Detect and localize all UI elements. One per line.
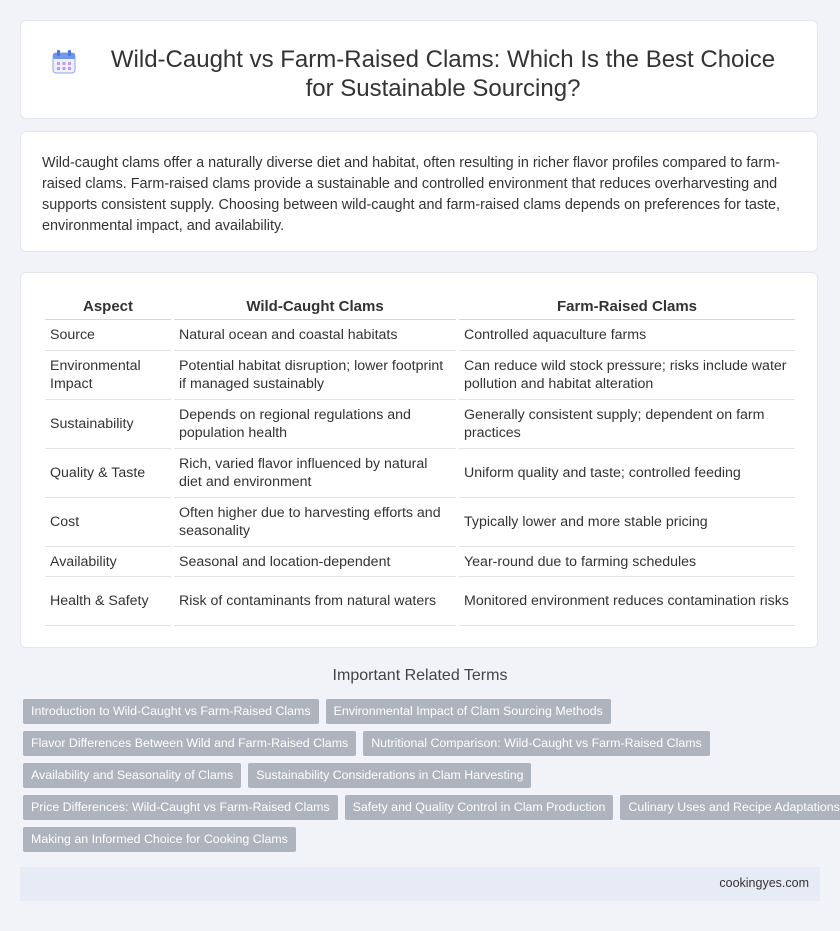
row-aspect: Cost	[45, 498, 171, 547]
intro-paragraph: Wild-caught clams offer a naturally diverse diet and habitat, often resulting in richer flavor profiles compared to farm-raised clams. Farm-raised clams provide a sustainable and controlled environment that reduces overharvesting and supports consistent supply. Choosing between wild-caught and farm-raised clams depends on preferences for taste, environmental impact, and availability.	[42, 155, 781, 234]
row-farm-value: Controlled aquaculture farms	[459, 320, 795, 351]
row-aspect: Environmental Impact	[45, 351, 171, 400]
header-farm-raised: Farm-Raised Clams	[459, 295, 795, 320]
row-aspect: Health & Safety	[45, 577, 171, 626]
comparison-table	[42, 295, 798, 626]
header-wild-caught: Wild-Caught Clams	[174, 295, 456, 320]
row-wild-value: Depends on regional regulations and population health	[174, 400, 456, 449]
row-wild-value: Rich, varied flavor influenced by natural diet and environment	[174, 449, 456, 498]
footer-site-link[interactable]: cookingyes.com	[719, 876, 809, 890]
related-term-tag[interactable]: Introduction to Wild-Caught vs Farm-Raised Clams	[23, 699, 319, 724]
intro-card	[20, 131, 818, 252]
row-farm-value: Year-round due to farming schedules	[459, 547, 795, 577]
related-term-tag[interactable]: Flavor Differences Between Wild and Farm-Raised Clams	[23, 731, 356, 756]
related-term-tag[interactable]: Price Differences: Wild-Caught vs Farm-Raised Clams	[23, 795, 338, 820]
footer	[20, 867, 820, 901]
related-term-tag[interactable]: Nutritional Comparison: Wild-Caught vs Farm-Raised Clams	[363, 731, 710, 756]
related-terms-list	[23, 699, 840, 859]
row-wild-value: Natural ocean and coastal habitats	[174, 320, 456, 351]
row-wild-value: Risk of contaminants from natural waters	[174, 577, 456, 626]
table-row	[45, 498, 795, 547]
related-terms-heading: Important Related Terms	[332, 667, 508, 684]
row-aspect: Source	[45, 320, 171, 351]
calendar-icon	[51, 49, 77, 75]
table-row	[45, 320, 795, 351]
table-header-row	[45, 295, 795, 320]
row-farm-value: Monitored environment reduces contamination risks	[459, 577, 795, 626]
row-farm-value: Typically lower and more stable pricing	[459, 498, 795, 547]
header-aspect: Aspect	[45, 295, 171, 320]
row-aspect: Availability	[45, 547, 171, 577]
comparison-card	[20, 272, 818, 648]
table-row	[45, 400, 795, 449]
page-title: Wild-Caught vs Farm-Raised Clams: Which Is the Best Choice for Sustainable Sourcing?	[110, 46, 776, 102]
table-row	[45, 449, 795, 498]
row-wild-value: Seasonal and location-dependent	[174, 547, 456, 577]
title-card	[20, 20, 818, 119]
table-row	[45, 547, 795, 577]
related-term-tag[interactable]: Making an Informed Choice for Cooking Clams	[23, 827, 296, 852]
row-wild-value: Potential habitat disruption; lower footprint if managed sustainably	[174, 351, 456, 400]
related-term-tag[interactable]: Sustainability Considerations in Clam Harvesting	[248, 763, 531, 788]
related-term-tag[interactable]: Availability and Seasonality of Clams	[23, 763, 241, 788]
row-wild-value: Often higher due to harvesting efforts and seasonality	[174, 498, 456, 547]
related-term-tag[interactable]: Culinary Uses and Recipe Adaptations	[620, 795, 840, 820]
row-farm-value: Can reduce wild stock pressure; risks include water pollution and habitat alteration	[459, 351, 795, 400]
row-farm-value: Uniform quality and taste; controlled feeding	[459, 449, 795, 498]
table-row	[45, 351, 795, 400]
related-term-tag[interactable]: Environmental Impact of Clam Sourcing Methods	[326, 699, 611, 724]
row-aspect: Quality & Taste	[45, 449, 171, 498]
table-row	[45, 577, 795, 626]
related-term-tag[interactable]: Safety and Quality Control in Clam Production	[345, 795, 614, 820]
row-aspect: Sustainability	[45, 400, 171, 449]
row-farm-value: Generally consistent supply; dependent on farm practices	[459, 400, 795, 449]
